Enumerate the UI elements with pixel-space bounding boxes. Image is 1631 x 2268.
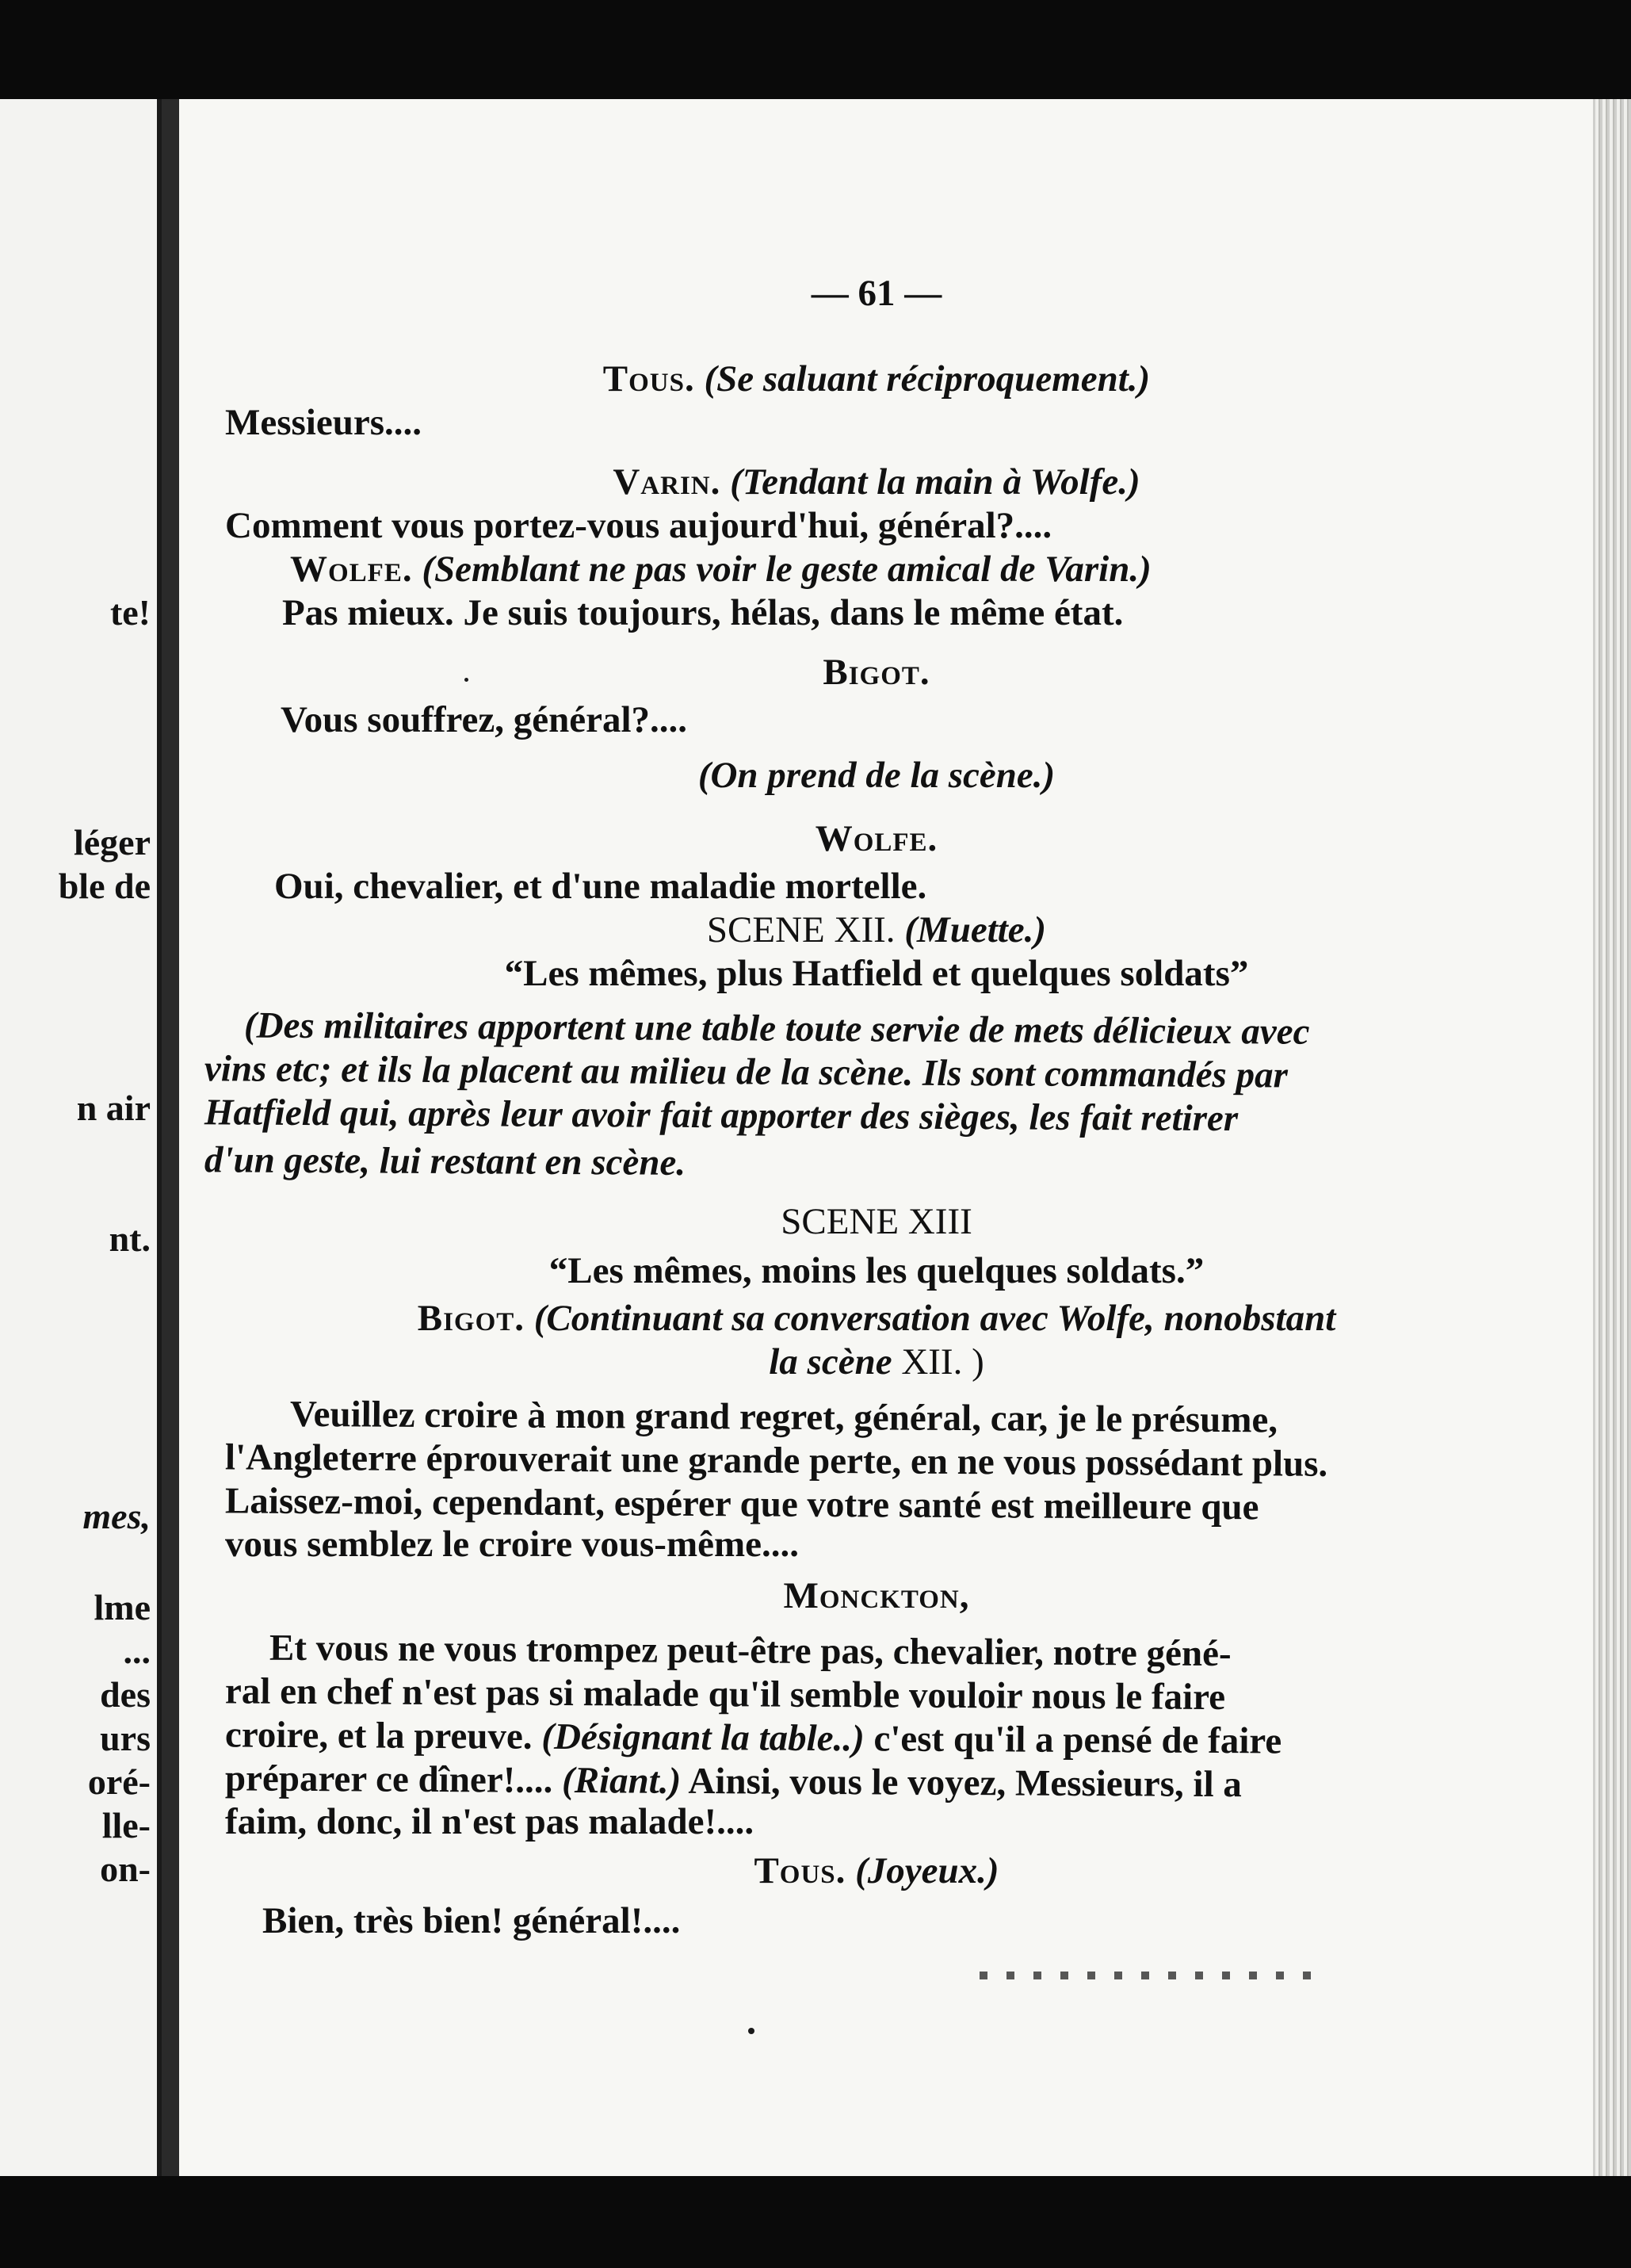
dialogue-line: l'Angleterre éprouverait une grande perte, en ne vous possédant plus. bbox=[224, 1436, 1328, 1485]
scene-reference: XII. ) bbox=[901, 1341, 984, 1383]
dialogue-text: croire, et la preuve. bbox=[224, 1714, 533, 1757]
dialogue-line: ral en chef n'est pas si malade qu'il semble vouloir nous le faire bbox=[224, 1670, 1226, 1719]
left-fragment: léger bbox=[73, 822, 151, 862]
left-fragment: oré- bbox=[87, 1761, 151, 1802]
ink-speck bbox=[464, 678, 468, 682]
left-fragment: mes, bbox=[82, 1496, 151, 1536]
dialogue-line: Messieurs.... bbox=[225, 402, 422, 443]
dialogue-line: Veuillez croire à mon grand regret, général, car, je le présume, bbox=[289, 1393, 1278, 1441]
left-fragment: urs bbox=[100, 1718, 151, 1758]
left-fragment: nt. bbox=[109, 1218, 151, 1259]
bleed-through-marks bbox=[980, 1972, 1312, 1979]
left-fragment: ... bbox=[123, 1631, 151, 1671]
dialogue-line: vous semblez le croire vous-même.... bbox=[225, 1524, 799, 1565]
scan-bottom-border bbox=[0, 2176, 1631, 2268]
left-fragment: on- bbox=[100, 1849, 151, 1889]
left-fragment: ble de bbox=[58, 866, 151, 906]
stage-direction: (Tendant la main à Wolfe.) bbox=[730, 461, 1140, 503]
scene-cast: “Les mêmes, moins les quelques soldats.” bbox=[548, 1250, 1205, 1291]
left-fragment: des bbox=[100, 1674, 151, 1715]
speaker-name: Wolfe. bbox=[815, 818, 938, 859]
stage-direction: Hatfield qui, après leur avoir fait apporter des sièges, les fait retirer bbox=[204, 1092, 1239, 1140]
stage-line bbox=[179, 551, 1631, 588]
stage-direction: (Joyeux.) bbox=[855, 1850, 999, 1891]
stage-line bbox=[179, 1850, 1574, 1891]
dialogue-text: c'est qu'il a pensé de faire bbox=[873, 1718, 1282, 1762]
speaker-name: Tous. bbox=[602, 358, 695, 400]
dialogue-line: Comment vous portez-vous aujourd'hui, général?.... bbox=[225, 505, 1052, 546]
speaker-name: Tous. bbox=[754, 1850, 846, 1891]
scene-cast: “Les mêmes, plus Hatfield et quelques soldats” bbox=[504, 953, 1249, 994]
stage-line bbox=[179, 358, 1574, 400]
dialogue-line: Bien, très bien! général!.... bbox=[262, 1900, 681, 1941]
stage-direction: (Des militaires apportent une table toute servie de mets délicieux avec bbox=[243, 1004, 1310, 1053]
dialogue-line: Laissez-moi, cependant, espérer que votre santé est meilleure que bbox=[224, 1480, 1259, 1528]
book-gutter bbox=[162, 99, 179, 2176]
speaker-name: Monckton, bbox=[783, 1575, 970, 1616]
stage-direction: (Se saluant réciproquement.) bbox=[704, 358, 1151, 400]
stage-direction: (Riant.) bbox=[561, 1759, 682, 1802]
ink-speck bbox=[748, 2028, 754, 2034]
stage-direction: (On prend de la scène.) bbox=[697, 755, 1056, 796]
left-fragment: n air bbox=[76, 1088, 151, 1128]
dialogue-line: faim, donc, il n'est pas malade!.... bbox=[225, 1801, 754, 1842]
stage-direction: (Continuant sa conversation avec Wolfe, nonobstant bbox=[533, 1298, 1336, 1339]
left-fragment: lme bbox=[94, 1587, 151, 1627]
dialogue-text: Ainsi, vous le voyez, Messieurs, il a bbox=[688, 1760, 1242, 1806]
scene-note: (Muette.) bbox=[904, 909, 1047, 950]
dialogue-line bbox=[179, 1757, 1620, 1806]
page-number: — 61 — bbox=[811, 273, 942, 314]
facing-page-left bbox=[0, 99, 162, 2176]
page-61 bbox=[179, 99, 1631, 2176]
dialogue-line: Vous souffrez, général?.... bbox=[281, 699, 688, 740]
stage-direction: vins etc; et ils la placent au milieu de la scène. Ils sont commandés par bbox=[204, 1048, 1289, 1096]
stage-line bbox=[179, 1300, 1574, 1337]
stage-direction: d'un geste, lui restant en scène. bbox=[204, 1139, 686, 1184]
scene-heading bbox=[179, 909, 1574, 950]
scan-top-border bbox=[0, 0, 1631, 111]
left-fragment: lle- bbox=[101, 1805, 151, 1845]
dialogue-text: préparer ce dîner!.... bbox=[224, 1757, 553, 1801]
stage-line bbox=[179, 1341, 1574, 1383]
left-fragment: te! bbox=[109, 592, 151, 633]
speaker-name: Bigot. bbox=[417, 1298, 525, 1339]
stage-direction: (Semblant ne pas voir le geste amical de Varin.) bbox=[422, 549, 1152, 590]
scene-heading: SCENE XIII bbox=[781, 1201, 972, 1242]
stage-direction: la scène bbox=[769, 1341, 892, 1383]
stage-direction: (Désignant la table..) bbox=[541, 1715, 865, 1760]
scene-title: SCENE XII. bbox=[706, 909, 896, 950]
speaker-name: Varin. bbox=[613, 461, 721, 503]
dialogue-line: Oui, chevalier, et d'une maladie mortelle. bbox=[274, 866, 927, 907]
stage-line bbox=[179, 461, 1574, 503]
speaker-name: Wolfe. bbox=[290, 549, 413, 590]
dialogue-line: Pas mieux. Je suis toujours, hélas, dans le même état. bbox=[282, 592, 1124, 633]
dialogue-line: Et vous ne vous trompez peut-être pas, chevalier, notre géné- bbox=[269, 1627, 1232, 1675]
dialogue-line bbox=[179, 1716, 1620, 1762]
speaker-name: Bigot. bbox=[823, 652, 930, 693]
